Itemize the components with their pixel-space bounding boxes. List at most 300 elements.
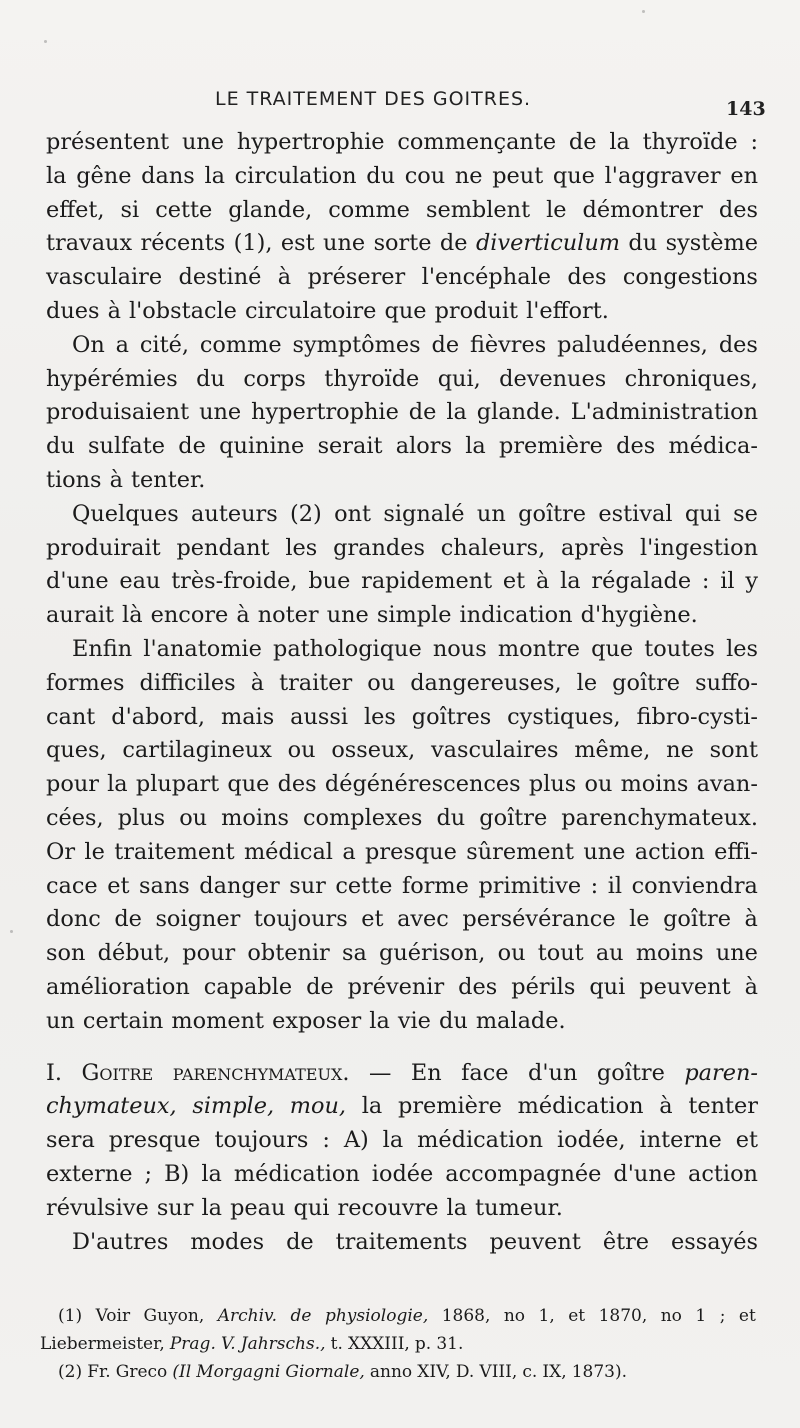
word: accompagnée [445, 1160, 602, 1187]
word: aurait [46, 602, 114, 629]
word: d'une [613, 1160, 676, 1187]
word: exposer [272, 1007, 362, 1034]
word: gêne [76, 162, 132, 189]
word: XIV, [417, 1362, 451, 1382]
word: V. [220, 1334, 236, 1354]
word: de [290, 1306, 312, 1326]
word: congestions [622, 264, 758, 291]
page-number: 143 [726, 98, 766, 120]
word: glande, [228, 196, 313, 223]
word: thyroïde [324, 365, 420, 392]
word: cou [404, 162, 446, 189]
text-line [46, 870, 758, 904]
word: (Il [172, 1362, 192, 1382]
word: un [46, 1007, 75, 1034]
word: dangereuses, [410, 669, 562, 696]
word: 1 [695, 1306, 707, 1326]
word: simple [376, 602, 452, 629]
word: périls [511, 973, 576, 1000]
word: des [718, 196, 758, 223]
word: destiné [178, 264, 262, 291]
word: Prag. [169, 1334, 216, 1354]
word: externe [46, 1160, 133, 1187]
word: et [738, 1306, 756, 1326]
word: ques, [46, 737, 107, 764]
word: des [718, 331, 758, 358]
word: (2) [290, 500, 322, 527]
word: goîtres [411, 703, 492, 730]
word: essayés [671, 1228, 758, 1255]
word: Liebermeister, [40, 1334, 165, 1354]
word: B) [164, 1160, 190, 1187]
word: glande. [476, 399, 561, 426]
word: et [107, 872, 130, 899]
word: iodée [371, 1160, 434, 1187]
word: commençante [397, 129, 557, 155]
word: ne [454, 162, 483, 189]
word: cées, [46, 804, 104, 831]
word: : [590, 872, 599, 899]
word: la [609, 129, 630, 155]
word: à [659, 1093, 673, 1120]
word: paludéennes, [557, 331, 708, 358]
word: et [735, 1127, 758, 1154]
word: face [461, 1059, 509, 1086]
word: qui [684, 500, 721, 527]
print-speck [10, 930, 13, 933]
text-line [46, 160, 758, 194]
word: physiologie, [324, 1306, 429, 1326]
text-line [46, 1057, 758, 1091]
word: sûrement [466, 838, 574, 865]
word: du [366, 162, 396, 189]
word: guérison, [379, 940, 486, 967]
word: cette [155, 196, 213, 223]
word: : [701, 568, 710, 595]
word: et [568, 1306, 586, 1326]
word: tenter [688, 1093, 758, 1120]
word: l'obstacle [128, 297, 237, 324]
word: l'encéphale [421, 264, 551, 291]
word: peau [230, 1194, 286, 1221]
word: ne [666, 737, 694, 764]
word: Enfin [72, 635, 133, 662]
word: là [122, 602, 143, 629]
word: du [46, 433, 75, 460]
word: plus [528, 771, 577, 798]
footnote-line [40, 1302, 756, 1330]
word: ; [719, 1306, 726, 1326]
word: A) [343, 1127, 369, 1154]
word: que [552, 162, 595, 189]
word: serait [317, 433, 383, 460]
word: parenchymateux. [172, 1059, 350, 1086]
word: comme [328, 196, 410, 223]
word: forme [401, 872, 469, 899]
word: moins [221, 804, 289, 831]
word: ou [179, 804, 208, 831]
word: régalade [591, 568, 692, 595]
word: primitive [478, 872, 582, 899]
word: le [629, 906, 650, 933]
word: les [285, 534, 318, 561]
word: médication [233, 1160, 360, 1187]
word: la [560, 568, 581, 595]
word: Greco [115, 1362, 168, 1382]
word: une [583, 838, 626, 865]
word: médica- [668, 433, 758, 460]
word: D'autres [72, 1228, 169, 1255]
word: ou [287, 737, 316, 764]
text-line [46, 363, 758, 397]
word: circulation [234, 162, 357, 189]
word: Goitre [81, 1059, 154, 1086]
word: grandes [333, 534, 425, 561]
word: ou [497, 940, 526, 967]
word: dans [141, 162, 195, 189]
word: cystiques, [507, 703, 621, 730]
word: goître [663, 906, 732, 933]
word: du [439, 1007, 468, 1034]
word: Giornale, [285, 1362, 365, 1382]
word: noter [257, 602, 319, 629]
text-line [46, 295, 758, 329]
word: une [323, 230, 366, 257]
word: le [576, 669, 598, 696]
word: la [201, 1160, 222, 1187]
word: 1868, [441, 1306, 491, 1326]
word: qui, [437, 365, 481, 392]
word: parenchymateux. [561, 804, 758, 831]
word: IX, [542, 1362, 567, 1382]
word: Quelques [72, 500, 179, 527]
word: pathologique [273, 635, 422, 662]
word: même, [574, 737, 651, 764]
text-line [46, 227, 758, 261]
text-line [46, 1192, 758, 1226]
word: présentent [46, 129, 170, 155]
word: 1, [538, 1306, 555, 1326]
word: à [744, 906, 758, 933]
word: préserer [307, 264, 406, 291]
word: : [750, 129, 758, 155]
word: danger [199, 872, 280, 899]
word: tumeur. [475, 1194, 563, 1221]
text-line [46, 194, 758, 228]
word: effet, [46, 196, 105, 223]
word: Fr. [87, 1362, 111, 1382]
word: cette [335, 872, 393, 899]
word: soigner [155, 906, 241, 933]
word: a [115, 331, 130, 358]
word: la [204, 162, 225, 189]
word: démontrer [582, 196, 703, 223]
word: dues [46, 297, 100, 324]
word: (2) [58, 1362, 83, 1382]
word: avan- [696, 771, 758, 798]
word: auteurs [191, 500, 278, 527]
word: sur [156, 1194, 194, 1221]
word: la [465, 433, 486, 460]
word: no [660, 1306, 682, 1326]
word: sera [46, 1127, 95, 1154]
word: produisaient [46, 399, 190, 426]
word: une [326, 602, 369, 629]
word: pour [46, 771, 99, 798]
word: au [595, 940, 624, 967]
word: une [715, 940, 758, 967]
word: et [502, 568, 526, 595]
running-title: LE TRAITEMENT DES GOITRES. [215, 88, 532, 110]
word: produirait [46, 534, 161, 561]
word: goître [596, 1059, 665, 1086]
word: médical [243, 838, 333, 865]
word: montre [497, 635, 580, 662]
word: sur [289, 872, 326, 899]
word: très-froide, [171, 568, 298, 595]
word: traitements [335, 1228, 468, 1255]
word: système [665, 230, 758, 257]
word: la [446, 399, 467, 426]
word: certain [82, 1007, 164, 1034]
word: formes [46, 669, 125, 696]
word: du [628, 230, 658, 257]
word: thyroïde [642, 129, 738, 155]
word: d'une [46, 568, 109, 595]
word: pour [182, 940, 236, 967]
word: 1870, [598, 1306, 648, 1326]
word: difficiles [139, 669, 236, 696]
word: la [46, 162, 67, 189]
word: mais [220, 703, 275, 730]
word: le [546, 196, 567, 223]
word: l'anatomie [143, 635, 262, 662]
word: 31. [436, 1334, 464, 1354]
word: : [322, 1127, 330, 1154]
word: semblent [425, 196, 531, 223]
word: que [591, 635, 634, 662]
word: la [369, 1007, 390, 1034]
text-line [46, 633, 758, 667]
word: cant [46, 703, 96, 730]
word: devenues [499, 365, 607, 392]
print-speck [642, 10, 645, 13]
word: récents [140, 230, 226, 257]
word: de [286, 1228, 314, 1255]
word: 1873). [571, 1362, 628, 1382]
word: nous [432, 635, 487, 662]
text-line [46, 667, 758, 701]
word: t. [330, 1334, 343, 1354]
word: sulfate [88, 433, 165, 460]
word: encore [150, 602, 229, 629]
word: donc [46, 906, 101, 933]
text-line [46, 498, 758, 532]
word: tout [537, 940, 584, 967]
word: a [342, 838, 356, 865]
word: il [607, 872, 623, 899]
word: action [688, 1160, 758, 1187]
word: traiter [279, 669, 353, 696]
word: Jahrschs., [240, 1334, 326, 1354]
word: moins [620, 771, 689, 798]
word: les [726, 635, 758, 662]
text-line [46, 396, 758, 430]
word: Morgagni [196, 1362, 281, 1382]
word: être [602, 1228, 650, 1255]
word: se [733, 500, 758, 527]
word: avec [397, 906, 449, 933]
body-text [46, 126, 758, 1259]
word: si [120, 196, 140, 223]
word: est [280, 230, 315, 257]
word: alors [395, 433, 452, 460]
word: Archiv. [217, 1306, 278, 1326]
word: no [503, 1306, 526, 1326]
word: tions [46, 466, 102, 493]
text-line [46, 1124, 758, 1158]
word: chymateux, [46, 1093, 177, 1120]
text-line [46, 1226, 758, 1260]
word: l'aggraver [604, 162, 721, 189]
word: des [616, 433, 656, 460]
word: l'ingestion [639, 534, 758, 561]
word: médication [417, 1127, 544, 1154]
word: qui [589, 973, 626, 1000]
word: hypertrophie [236, 129, 385, 155]
text-line [46, 734, 758, 768]
footnote-line [40, 1358, 756, 1386]
word: presque [108, 1127, 201, 1154]
text-line [46, 903, 758, 937]
word: bue [308, 568, 351, 595]
word: signalé [383, 500, 465, 527]
word: goître [479, 804, 548, 831]
word: moins [635, 940, 704, 967]
footnotes [40, 1302, 756, 1386]
word: interne [639, 1127, 722, 1154]
word: de [431, 331, 460, 358]
text-line [46, 1005, 758, 1039]
word: du [436, 804, 466, 831]
word: D. [455, 1362, 475, 1382]
word: de [439, 230, 468, 257]
word: chroniques, [624, 365, 758, 392]
word: de [568, 129, 597, 155]
word: à [250, 669, 265, 696]
word: de [408, 399, 437, 426]
word: la [107, 771, 128, 798]
word: goître [518, 500, 587, 527]
word: après [561, 534, 625, 561]
word: ou [367, 669, 396, 696]
word: anno [369, 1362, 413, 1382]
word: c. [522, 1362, 538, 1382]
word: première [499, 433, 603, 460]
word: rapidement [361, 568, 493, 595]
word: tenter. [131, 466, 206, 493]
word: toutes [644, 635, 715, 662]
word: ont [334, 500, 372, 527]
word: à [744, 973, 758, 1000]
word: que [227, 771, 270, 798]
word: symptômes [292, 331, 421, 358]
word: fièvres [469, 331, 547, 358]
word: de [306, 973, 334, 1000]
word: (1), [233, 230, 273, 257]
word: des [277, 771, 317, 798]
word: goître [612, 669, 681, 696]
word: dégénérescences [324, 771, 521, 798]
word: prévenir [347, 973, 445, 1000]
word: ; [144, 1160, 153, 1187]
word: vie [397, 1007, 431, 1034]
word: plus [117, 804, 166, 831]
footnote-line [40, 1330, 756, 1358]
word: (1) [58, 1306, 83, 1326]
word: peuvent [489, 1228, 581, 1255]
word: médication [517, 1093, 644, 1120]
word: eau [119, 568, 161, 595]
word: vasculaire [46, 264, 163, 291]
word: Or [46, 838, 76, 865]
word: produit [434, 297, 519, 324]
word: amélioration [46, 973, 190, 1000]
word: XXXIII, [347, 1334, 410, 1354]
word: la [361, 1093, 383, 1120]
word: malade. [475, 1007, 566, 1034]
text-line [46, 464, 758, 498]
word: une [199, 399, 242, 426]
word: peuvent [639, 973, 731, 1000]
word: On [72, 331, 105, 358]
word: de [114, 906, 142, 933]
word: cartilagineux [122, 737, 272, 764]
text-line [46, 1090, 758, 1124]
word: quinine [219, 433, 305, 460]
text-line [46, 768, 758, 802]
word: conviendra [631, 872, 758, 899]
word: effi- [714, 838, 758, 865]
word: complexes [303, 804, 423, 831]
paragraph-gap [46, 1039, 758, 1057]
word: capable [203, 973, 293, 1000]
text-line [46, 532, 758, 566]
word: des [567, 264, 607, 291]
word: révulsive [46, 1194, 149, 1221]
word: suffo- [695, 669, 758, 696]
word: cace [46, 872, 98, 899]
word: En [410, 1059, 442, 1086]
word: simple, [192, 1093, 275, 1120]
word: persévérance [462, 906, 616, 933]
word: osseux, [331, 737, 416, 764]
word: corps [243, 365, 306, 392]
word: ou [584, 771, 613, 798]
word: toujours [214, 1127, 309, 1154]
text-line [46, 1158, 758, 1192]
text-line [46, 565, 758, 599]
word: indication [459, 602, 573, 629]
word: sorte [373, 230, 432, 257]
word: une [181, 129, 225, 155]
word: iodée, [557, 1127, 626, 1154]
word: L'administration [570, 399, 758, 426]
word: traitement [114, 838, 235, 865]
word: travaux [46, 230, 133, 257]
word: aussi [290, 703, 349, 730]
word: — [368, 1059, 392, 1086]
